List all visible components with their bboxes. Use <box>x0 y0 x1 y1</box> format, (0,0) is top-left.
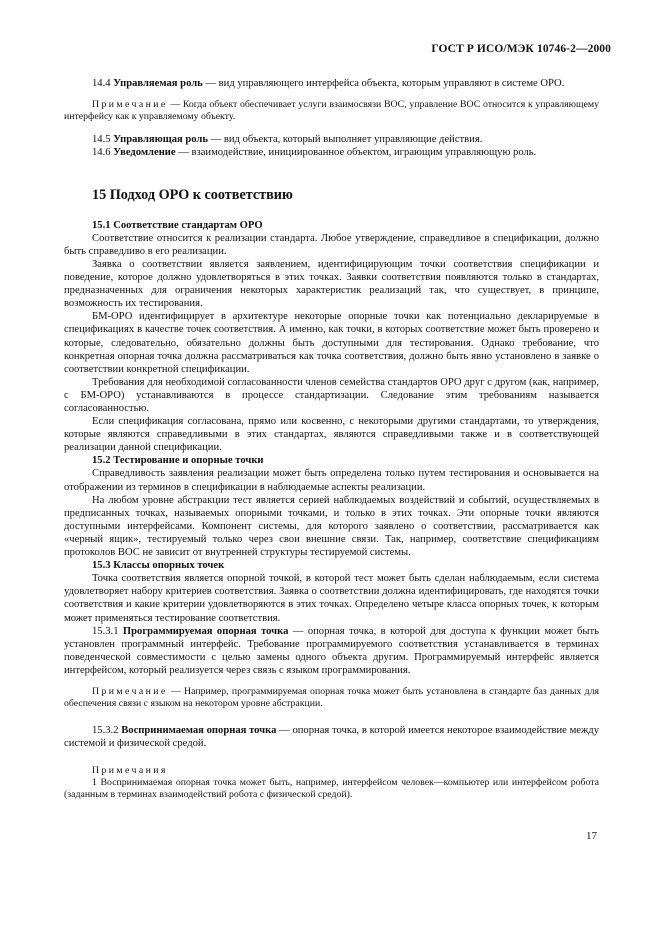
term: Уведомление <box>113 146 176 158</box>
note: Примечание — Например, программируемая опорная точка может быть установлена в стандарте баз данных для обеспечения связи с языком на некотором уровне абстракции. <box>64 685 599 710</box>
paragraph: Справедливость заявления реализации может быть определена только путем тестирования и основывается на отображении из терминов в спецификации в наблюдаемые аспекты реализации. <box>64 468 599 493</box>
paragraph: Заявка о соответствии является заявлением, идентифицирующим точки соответствия спецификации и поведение, которое должно удовлетворяться в этих точках. Заявки соответствия появляются только в стандартах, предназначенных для ограничения некоторых характеристик реализаций так, что существует, в принципе, возможность их тестирования. <box>64 258 599 310</box>
term: Управляемая роль <box>113 78 203 89</box>
note-item: 1 Воспринимаемая опорная точка может быть, например, интерфейсом человек—компьютер или интерфейсом робота (заданным в терминах взаимодействий робота с физической средой). <box>64 776 599 800</box>
term: Воспринимаемая опорная точка <box>121 725 277 737</box>
paragraph: На любом уровне абстракции тест является серией наблюдаемых воздействий и событий, осуществляемых в предписанных точках, называемых опорными точками, и только в этих точках. Эти опорные точки являются доступными интерфейсами. Компонент системы, для которого заявлено о соответствии, рассматривается как «черный ящик», тестируемый только через свои внешние связи. Так, например, соответствие спецификациям протоколов ВОС не зависит от внутренней структуры тестируемой системы. <box>64 494 599 559</box>
subsection-title: 15.3 Классы опорных точек <box>92 560 225 572</box>
note: Примечание — Когда объект обеспечивает услуги взаимосвязи ВОС, управление ВОС относится к управляющему интерфейсу как к управляемому объекту. <box>64 99 599 123</box>
paragraph: Точка соответствия является опорной точкой, в которой тест может быть сделан наблюдаемым, если система удовлетворяет набору критериев соответствия. Заявка о соответствии должна идентифицировать, где находятся точки соответствия и какие критерии удовлетворяются в этих точках. Определено четыре класса опорных точек, к которым может применяться тестирование соответствия. <box>64 573 599 624</box>
paragraph-14-4: 14.4 Управляемая роль — вид управляющего интерфейса объекта, которым управляют в системе ОРО. <box>92 78 565 89</box>
document-body <box>64 77 599 801</box>
subsection-title: 15.2 Тестирование и опорные точки <box>92 455 264 467</box>
paragraph: Соответствие относится к реализации стандарта. Любое утверждение, справедливое в спецификации, должно быть справедливо в его реализации. <box>64 232 599 257</box>
term: Программируемая опорная точка <box>122 625 289 637</box>
paragraph-14-6: 14.6 Уведомление — взаимодействие, инициированное объектом, играющим управляющую роль. <box>92 146 537 158</box>
page-number: 17 <box>586 830 597 842</box>
section-title: 15 Подход ОРО к соответствию <box>92 186 293 203</box>
paragraph: Требования для необходимой согласованности членов семейства стандартов ОРО друг с другом (как, например, с БМ-ОРО) устанавливаются в процессе стандартизации. Следование этим требованиям называется согласованностью. <box>64 376 599 414</box>
paragraph-14-5: 14.5 Управляющая роль — вид объекта, который выполняет управляющие действия. <box>92 133 483 145</box>
subsection-title: 15.1 Соответствие стандартам ОРО <box>92 219 263 231</box>
paragraph-15-3-2: 15.3.2 Воспринимаемая опорная точка — опорная точка, в которой имеется некоторое взаимодействие между системой и физической средой. <box>64 725 599 750</box>
page-header: ГОСТ Р ИСО/МЭК 10746-2—2000 <box>431 43 611 55</box>
notes-label: Примечания <box>92 764 168 776</box>
paragraph-15-3-1: 15.3.1 Программируемая опорная точка — опорная точка, в которой для доступа к функции может быть установлен программный интерфейс. Требование программируемого соответствия устанавливается в терминах поведенческой совместимости с целью замены одного объекта другим. Программируемый интерфейс является интерфейсом, который реализуется через связь с языком программирования. <box>64 625 599 676</box>
paragraph: Если спецификация согласована, прямо или косвенно, с некоторыми другими стандартами, то утверждения, которые являются справедливыми в этих стандартах, являются справедливыми также и в соответствующей реализации данной спецификации. <box>64 416 599 454</box>
paragraph: БМ-ОРО идентифицирует в архитектуре некоторые опорные точки как потенциально декларируемые в спецификациях в качестве точек соответствия. А именно, как точки, в которых соответствие может быть проверено и которые, следовательно, обязательно должны быть доступными для тестирования. Однако требование, что конкретная опорная точка должна рассматриваться как точка соответствия, должно быть явно установлено в заявке о соответствии конкретной спецификации. <box>64 311 599 375</box>
term: Управляющая роль <box>113 133 208 145</box>
